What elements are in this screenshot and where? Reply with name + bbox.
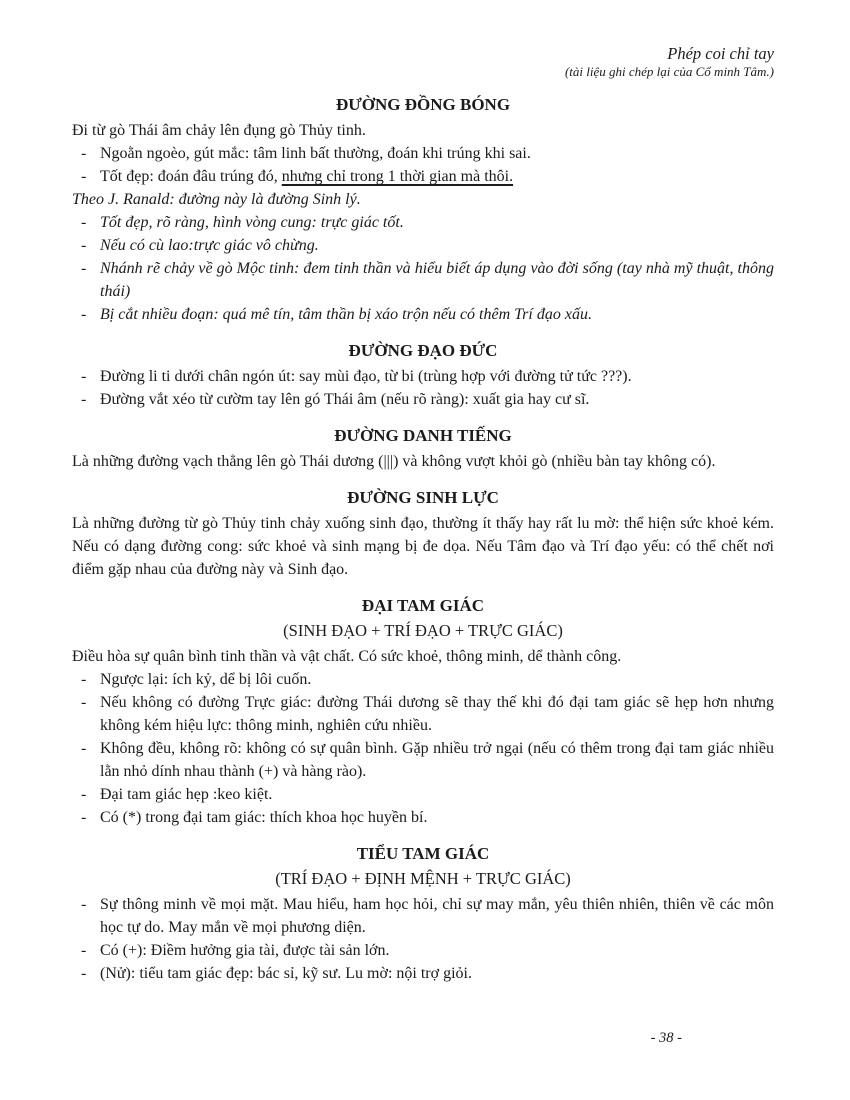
list-item: - Sự thông minh về mọi mặt. Mau hiểu, ham học hỏi, chỉ sự may mắn, yêu thiên nhiên, thiên về các môn học tự do. May mắn về mọi phương diện. — [72, 893, 774, 939]
paragraph: Điều hòa sự quân bình tinh thần và vật chất. Có sức khoẻ, thông minh, dể thành công. — [72, 647, 622, 665]
document-subtitle: (tài liệu ghi chép lại của Cổ minh Tâm.) — [564, 64, 774, 80]
section-duong-danh-tieng — [72, 425, 774, 473]
section-heading: ĐƯỜNG ĐỒNG BÓNG — [335, 94, 511, 114]
underlined-text: nhưng chỉ trong 1 thời gian mà thôi. — [281, 167, 514, 185]
section-duong-dao-duc — [72, 340, 774, 411]
section-body — [72, 512, 774, 581]
list-item: - Nếu có cù lao:trực giác vô chừng. — [72, 234, 774, 257]
paragraph: Theo J. Ranald: đường này là đường Sinh lý. — [72, 190, 361, 208]
paragraph: Là những đường từ gò Thủy tinh chảy xuống sinh đạo, thường ít thấy hay rất lu mờ: thể hiện sức khoẻ kém. Nếu có dạng đường cong: sức khoẻ và sinh mạng bị đe dọa. Nếu Tâm đạo và Trí đạo yếu: có thể chết nơi điểm gặp nhau của đường này và Sinh đạo. — [72, 514, 774, 578]
document-header — [72, 44, 774, 80]
list-item: - Tốt đẹp, rõ ràng, hình vòng cung: trực giác tốt. — [72, 211, 774, 234]
section-heading: TIỂU TAM GIÁC — [356, 843, 490, 863]
section-dai-tam-giac — [72, 595, 774, 829]
section-heading: ĐẠI TAM GIÁC — [361, 595, 485, 615]
list-item: - Đường vắt xéo từ cườm tay lên gó Thái âm (nếu rõ ràng): xuất gia hay cư sĩ. — [72, 388, 774, 411]
section-heading: ĐƯỜNG ĐẠO ĐỨC — [348, 340, 498, 360]
page-number: - 38 - — [650, 1030, 682, 1046]
list-item: - Ngược lại: ích kỷ, dể bị lôi cuốn. — [72, 668, 774, 691]
list-item: - Ngoằn ngoèo, gút mắc: tâm linh bất thường, đoán khi trúng khi sai. — [72, 142, 774, 165]
section-heading: ĐƯỜNG SINH LỰC — [347, 487, 499, 507]
section-body — [72, 365, 774, 411]
section-body — [72, 645, 774, 829]
section-duong-dong-bong — [72, 94, 774, 326]
document-title: Phép coi chỉ tay — [667, 44, 774, 63]
list-item: - (Nử): tiểu tam giác đẹp: bác sỉ, kỹ sư. Lu mờ: nội trợ giỏi. — [72, 962, 774, 985]
list-item: - Nếu không có đường Trực giác: đường Thái dương sẽ thay thế khi đó đại tam giác sẽ hẹp hơn nhưng không kém hiệu lực: thông minh, nghiên cứu nhiều. — [72, 691, 774, 737]
section-body — [72, 119, 774, 326]
list-item: - Có (+): Điềm hưởng gia tài, được tài sản lớn. — [72, 939, 774, 962]
section-subheading: (SINH ĐẠO + TRÍ ĐẠO + TRỰC GIÁC) — [283, 620, 563, 640]
list-item: - Không đều, không rõ: không có sự quân bình. Gặp nhiều trở ngại (nếu có thêm trong đại tam giác nhiều lằn nhỏ dính nhau thành (+) và hàng rào). — [72, 737, 774, 783]
section-subheading: (TRÍ ĐẠO + ĐỊNH MỆNH + TRỰC GIÁC) — [275, 868, 571, 888]
section-body — [72, 450, 774, 473]
list-item-text: Tốt đẹp: đoán đâu trúng đó, — [100, 167, 282, 185]
paragraph: Là những đường vạch thẳng lên gò Thái dương (|||) và không vượt khỏi gò (nhiều bàn tay không có). — [72, 452, 716, 470]
paragraph: Đi từ gò Thái âm chảy lên đụng gò Thủy tinh. — [72, 121, 366, 139]
section-duong-sinh-luc — [72, 487, 774, 581]
list-item: - Bị cắt nhiều đoạn: quá mê tín, tâm thần bị xáo trộn nếu có thêm Trí đạo xấu. — [72, 303, 774, 326]
section-tieu-tam-giac — [72, 843, 774, 985]
list-item: - Đại tam giác hẹp :keo kiệt. — [72, 783, 774, 806]
list-item: - Có (*) trong đại tam giác: thích khoa học huyền bí. — [72, 806, 774, 829]
section-heading: ĐƯỜNG DANH TIẾNG — [334, 425, 512, 445]
list-item — [72, 165, 774, 188]
section-body — [72, 893, 774, 985]
list-item: - Đường li ti dưới chân ngón út: say mùi đạo, từ bi (trùng hợp với đường tử tức ???). — [72, 365, 774, 388]
list-item: - Nhánh rẽ chảy về gò Mộc tinh: đem tinh thần và hiểu biết áp dụng vào đời sống (tay nhà mỹ thuật, thông thái) — [72, 257, 774, 303]
